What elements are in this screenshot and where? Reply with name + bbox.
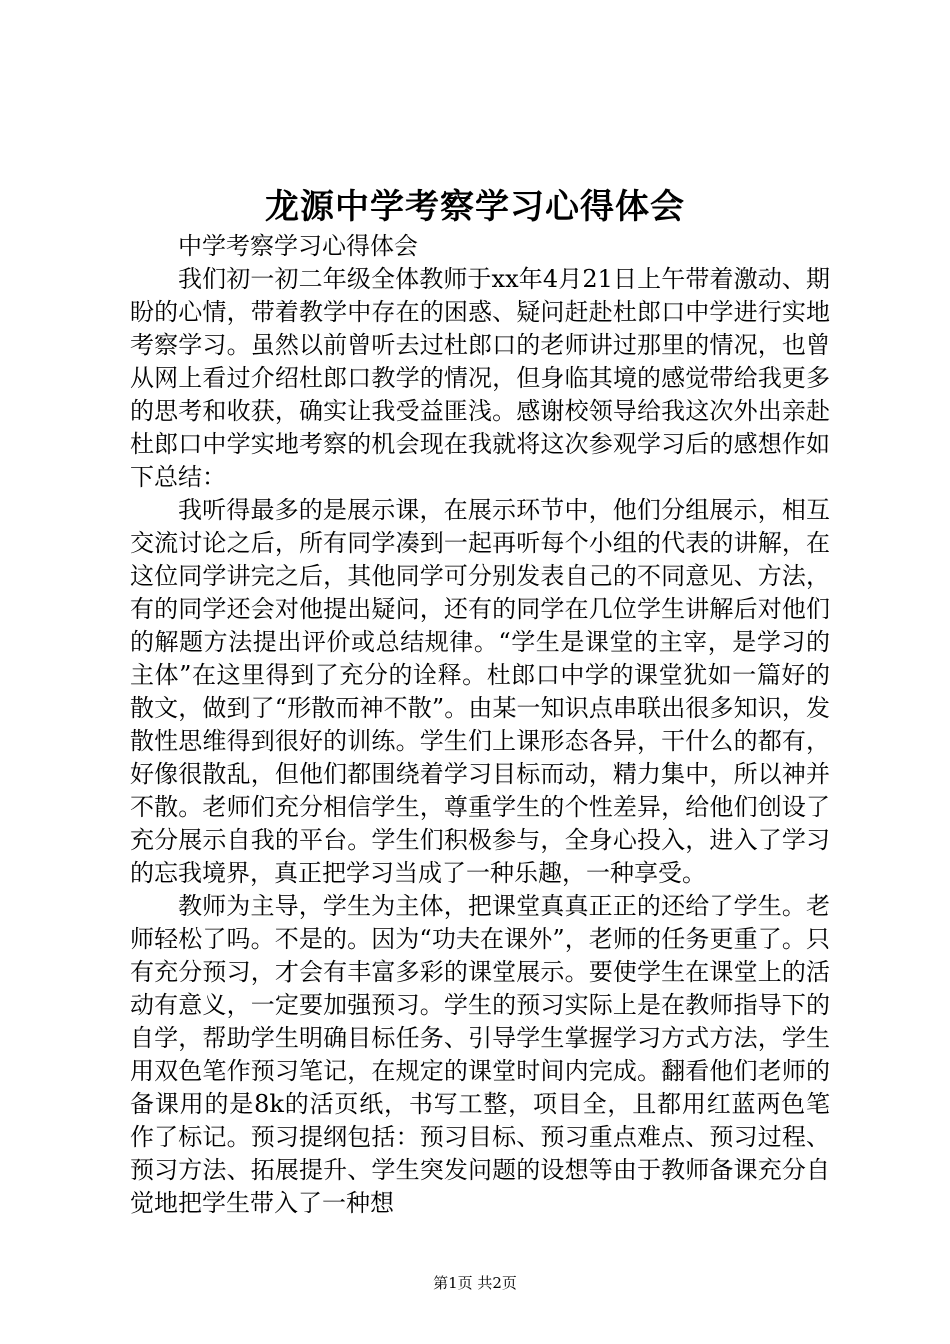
paragraph-3: 教师为主导，学生为主体，把课堂真真正正的还给了学生。老师轻松了吗。不是的。因为“功夫在课外”，老师的任务更重了。只有充分预习，才会有丰富多彩的课堂展示。要使学生在课堂上的活动有意义，一定要加强预习。学生的预习实际上是在教师指导下的自学，帮助学生明确目标任务、引导学生掌握学习方式方法，学生用双色笔作预习笔记，在规定的课堂时间内完成。翻看他们老师的备课用的是8k的活页纸，书写工整，项目全，且都用红蓝两色笔作了标记。预习提纲包括：预习目标、预习重点难点、预习过程、预习方法、拓展提升、学生突发问题的设想等由于教师备课充分自觉地把学生带入了一种想 bbox=[130, 892, 830, 1217]
document-body bbox=[130, 230, 830, 1220]
paragraph-1: 我们初一初二年级全体教师于xx年4月21日上午带着激动、期盼的心情，带着教学中存在的困惑、疑问赶赴杜郎口中学进行实地考察学习。虽然以前曾听去过杜郎口的老师讲过那里的情况，也曾从网上看过介绍杜郎口教学的情况，但身临其境的感觉带给我更多的思考和收获，确实让我受益匪浅。感谢校领导给我这次外出亲赴杜郎口中学实地考察的机会现在我就将这次参观学习后的感想作如下总结： bbox=[130, 265, 830, 491]
page-number-footer: 第1页 共2页 bbox=[433, 1274, 517, 1292]
subtitle-line: 中学考察学习心得体会 bbox=[178, 232, 418, 260]
paragraph-2: 我听得最多的是展示课，在展示环节中，他们分组展示，相互交流讨论之后，所有同学凑到一起再听每个小组的代表的讲解，在这位同学讲完之后，其他同学可分别发表自己的不同意见、方法，有的同学还会对他提出疑问，还有的同学在几位学生讲解后对他们的解题方法提出评价或总结规律。“学生是课堂的主宰，是学习的主体”在这里得到了充分的诠释。杜郎口中学的课堂犹如一篇好的散文，做到了“形散而神不散”。由某一知识点串联出很多知识，发散性思维得到很好的训练。学生们上课形态各异，干什么的都有，好像很散乱，但他们都围绕着学习目标而动，精力集中，所以神并不散。老师们充分相信学生，尊重学生的个性差异，给他们创设了充分展示自我的平台。学生们积极参与，全身心投入，进入了学习的忘我境界，真正把学习当成了一种乐趣，一种享受。 bbox=[130, 496, 830, 887]
document-title: 龙源中学考察学习心得体会 bbox=[265, 187, 685, 227]
